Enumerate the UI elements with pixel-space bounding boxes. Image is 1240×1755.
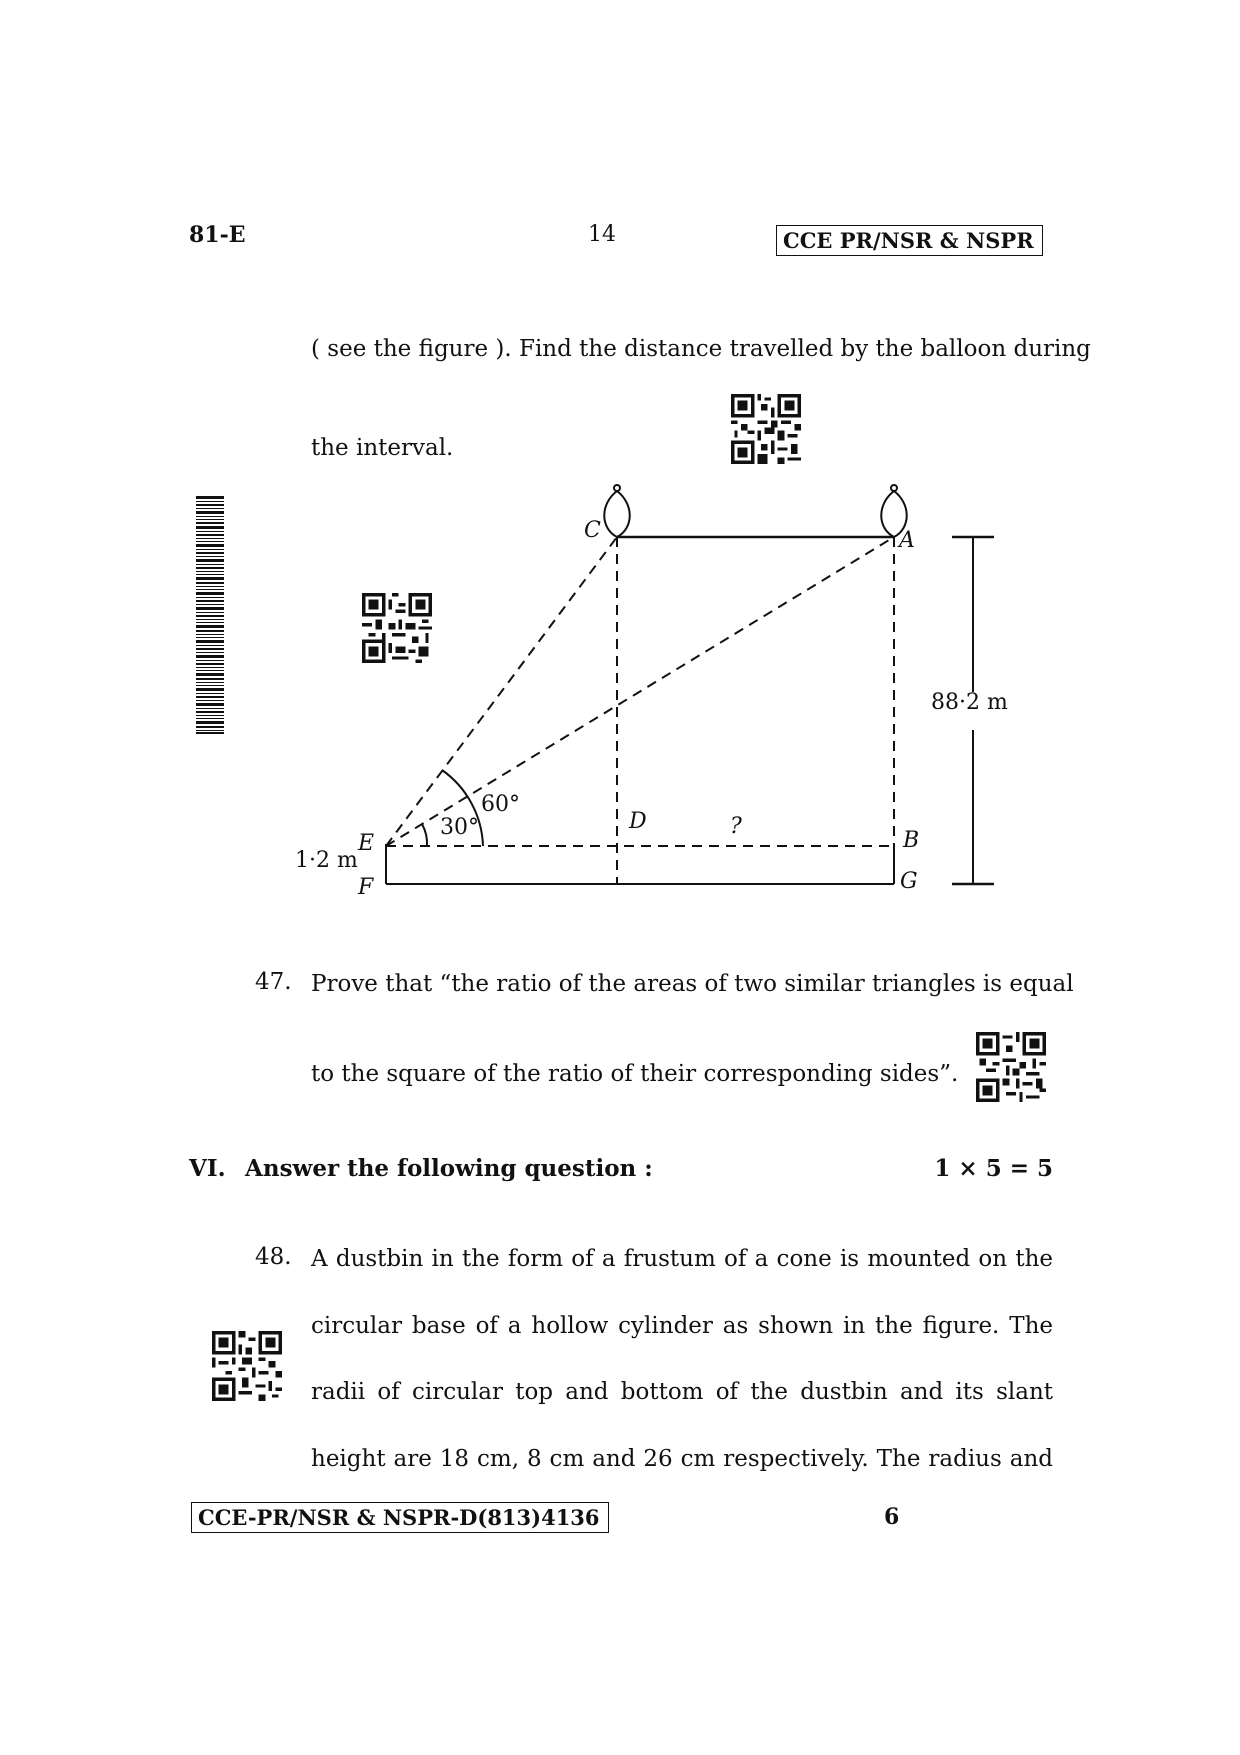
section-numeral: VI. xyxy=(189,1155,226,1182)
q48-line-3: radii of circular top and bottom of the dustbin and its slant xyxy=(311,1379,1053,1405)
section-marks: 1 × 5 = 5 xyxy=(934,1155,1053,1182)
balloon-c-icon xyxy=(604,491,630,537)
label-D: D xyxy=(629,809,647,834)
label-angle-30: 30° xyxy=(440,815,479,840)
q48-line-4: height are 18 cm, 8 cm and 26 cm respectively. The radius and xyxy=(311,1446,1053,1472)
q46-line-1: ( see the figure ). Find the distance travelled by the balloon during xyxy=(311,336,1091,362)
footer-code-box: CCE-PR/NSR & NSPR-D(813)4136 xyxy=(191,1502,609,1533)
q47-line-1: Prove that “the ratio of the areas of two similar triangles is equal xyxy=(311,971,1074,997)
label-E: E xyxy=(358,831,375,856)
footer-number: 6 xyxy=(884,1504,900,1530)
qr-code-q48 xyxy=(212,1331,282,1401)
paper-code: 81-E xyxy=(189,222,246,248)
q48-number: 48. xyxy=(255,1244,292,1270)
q48-line-2: circular base of a hollow cylinder as shown in the figure. The xyxy=(311,1313,1053,1339)
q48-line-1: A dustbin in the form of a frustum of a cone is mounted on the xyxy=(311,1246,1053,1272)
label-angle-60: 60° xyxy=(481,792,520,817)
label-unknown: ? xyxy=(730,814,742,839)
label-A: A xyxy=(899,528,915,553)
label-height-total: 88·2 m xyxy=(931,690,1008,715)
label-B: B xyxy=(903,828,920,853)
label-G: G xyxy=(900,869,918,894)
series-box: CCE PR/NSR & NSPR xyxy=(776,225,1043,256)
label-height-eye: 1·2 m xyxy=(295,848,358,873)
arc-30 xyxy=(422,824,427,846)
q47-line-2: to the square of the ratio of their corresponding sides”. xyxy=(311,1061,959,1087)
label-F: F xyxy=(358,875,374,900)
q47-number: 47. xyxy=(255,969,292,995)
q46-line-2: the interval. xyxy=(311,435,454,461)
page-number: 14 xyxy=(588,222,616,247)
qr-code-q47 xyxy=(976,1032,1046,1102)
line-EA xyxy=(386,537,894,846)
section-title: Answer the following question : xyxy=(245,1155,653,1182)
label-C: C xyxy=(584,518,601,543)
